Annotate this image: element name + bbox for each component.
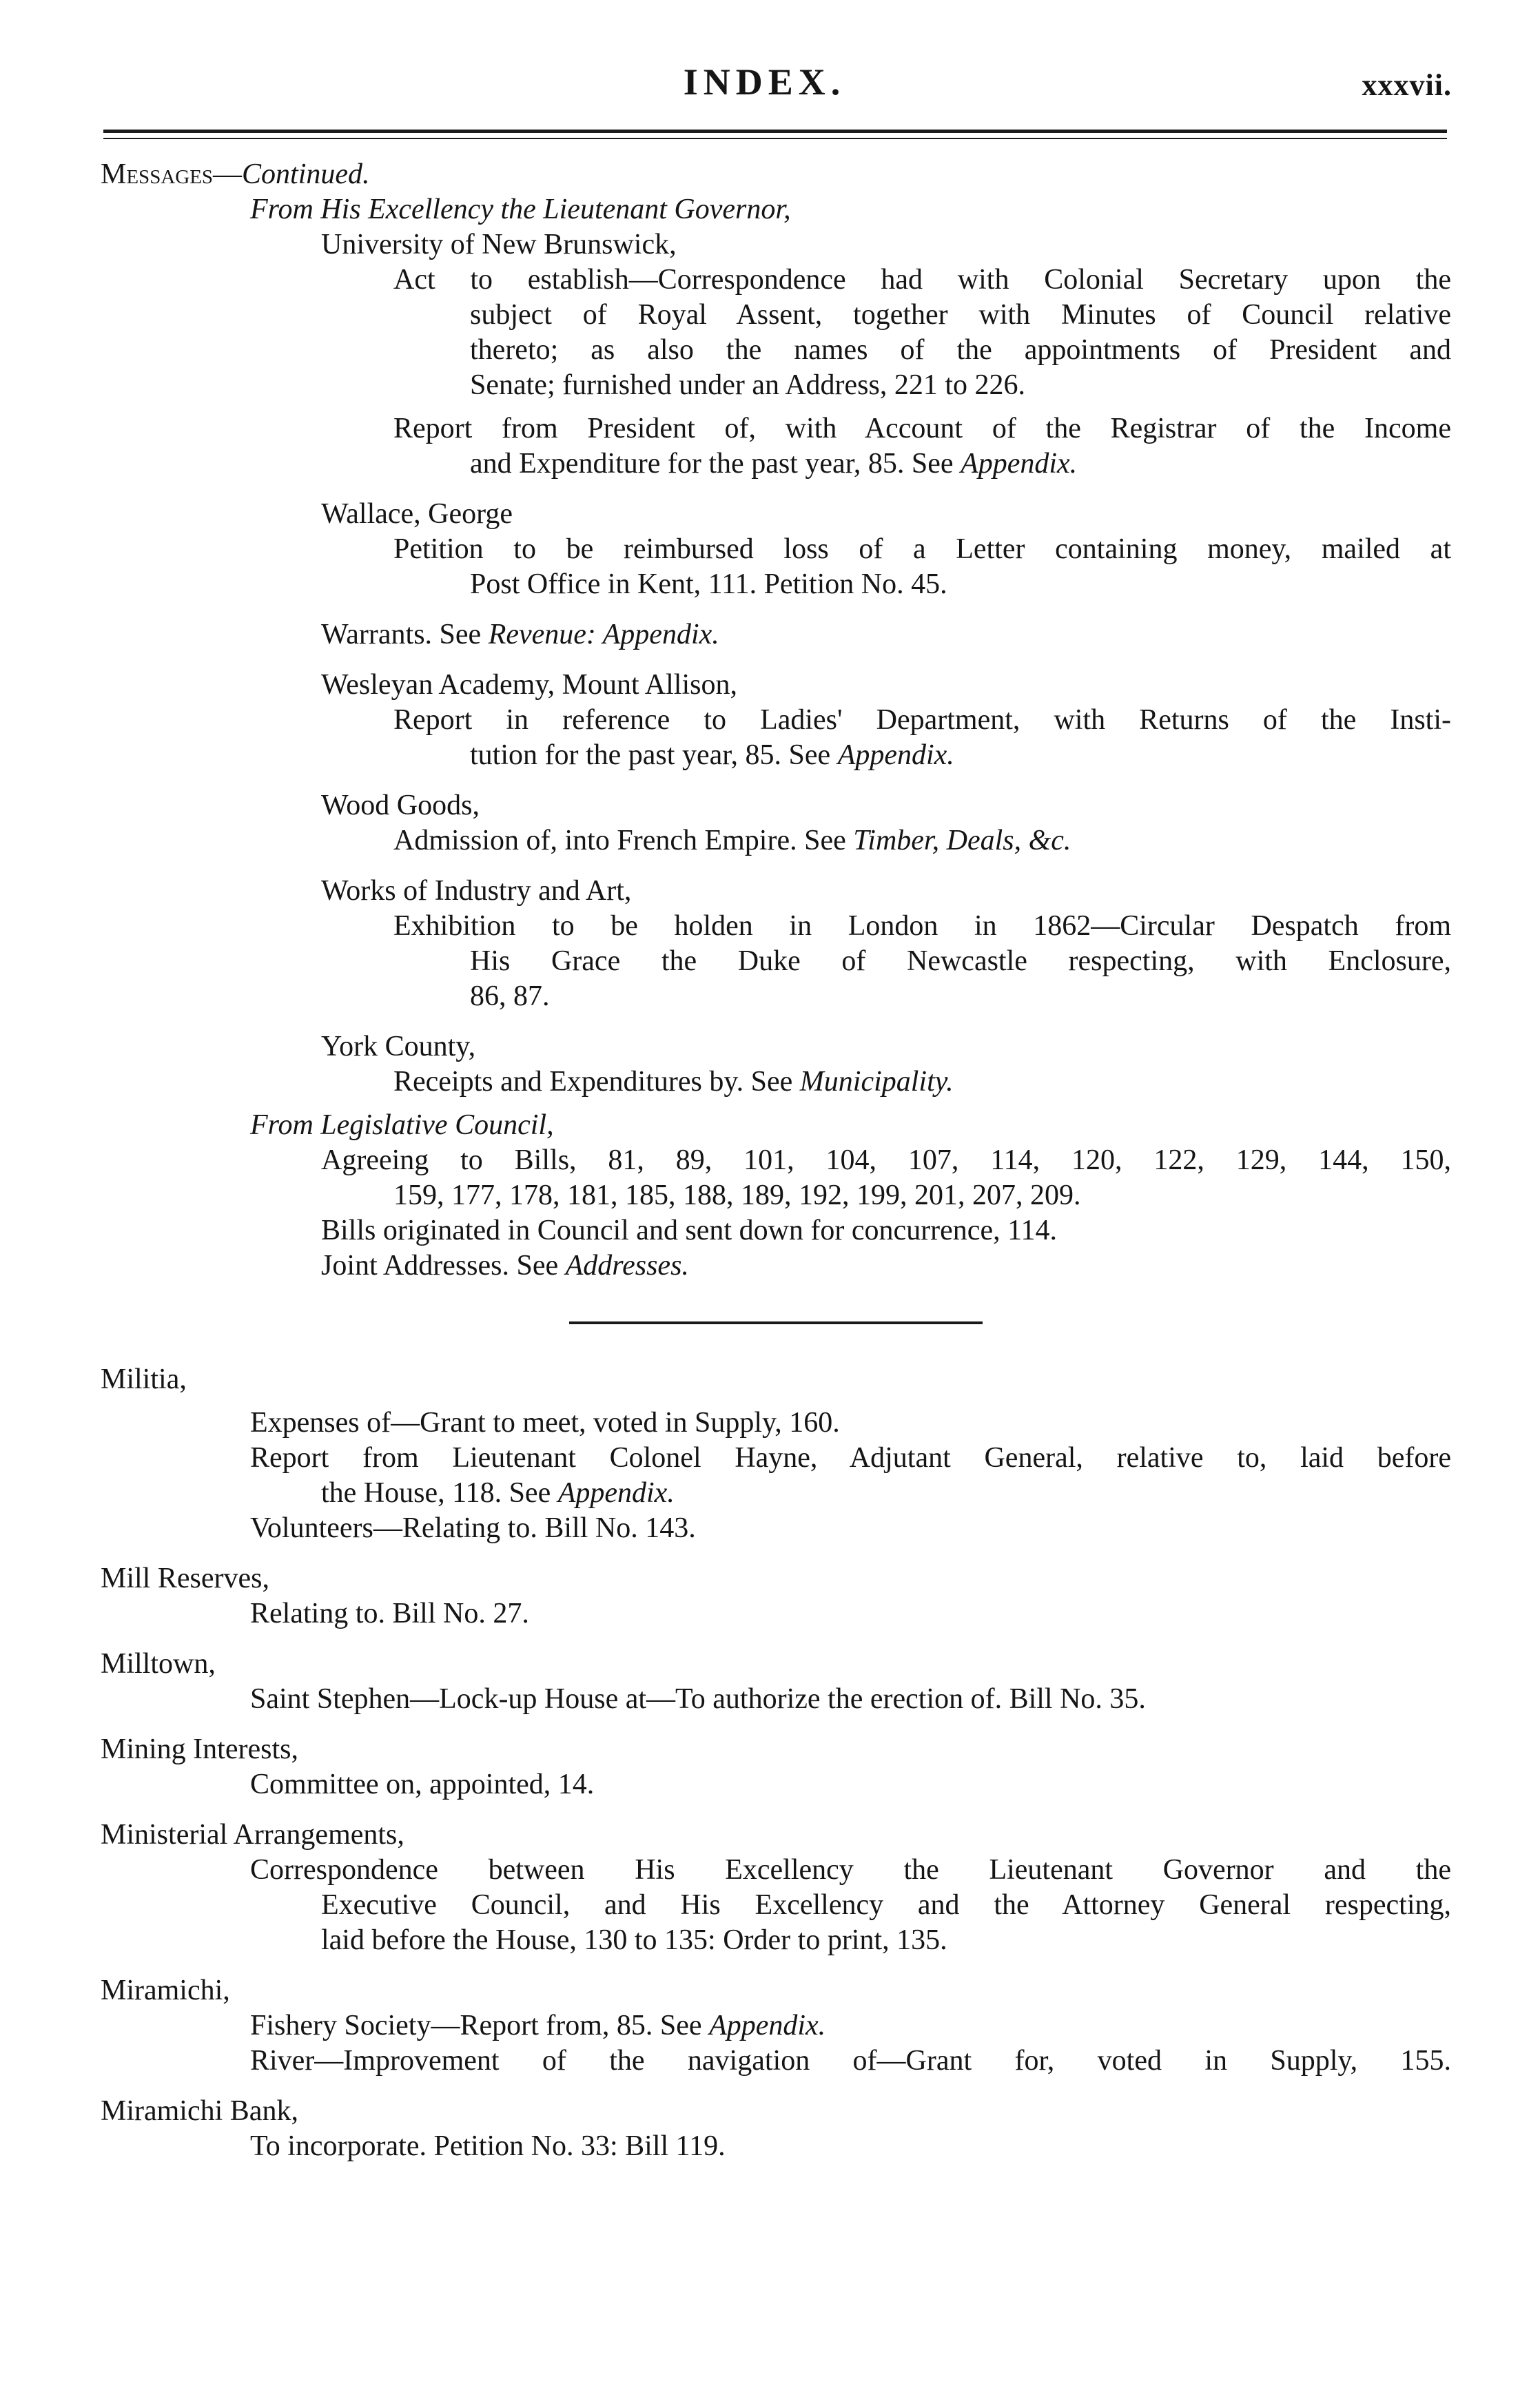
- entry-line: Correspondence between His Excellency the Lieutenant Governor and the: [250, 1854, 1451, 1886]
- entry-line: Report from Lieutenant Colonel Hayne, Adjutant General, relative to, laid before: [250, 1442, 1451, 1474]
- subheading-from-council: From Legislative Council,: [250, 1109, 554, 1141]
- entry-line: Fishery Society—Report from, 85. See Appendix.: [250, 2010, 826, 2041]
- page-title: INDEX.: [683, 61, 846, 103]
- entry-title-ministerial: Ministerial Arrangements,: [101, 1819, 404, 1851]
- entry-line: To incorporate. Petition No. 33: Bill 119.: [250, 2130, 726, 2162]
- entry-title-miramichi: Miramichi,: [101, 1975, 230, 2006]
- entry-line: His Grace the Duke of Newcastle respecting, with Enclosure,: [470, 945, 1451, 977]
- entry-line: Act to establish—Correspondence had with Colonial Secretary upon the: [393, 264, 1451, 296]
- entry-line: Agreeing to Bills, 81, 89, 101, 104, 107, 114, 120, 122, 129, 144, 150,: [321, 1144, 1451, 1176]
- subheading-from-governor: From His Excellency the Lieutenant Governor,: [250, 194, 791, 225]
- entry-line: Saint Stephen—Lock-up House at—To authorize the erection of. Bill No. 35.: [250, 1683, 1146, 1715]
- entry-title-militia: Militia,: [101, 1363, 187, 1395]
- entry-line: Exhibition to be holden in London in 1862—Circular Despatch from: [393, 910, 1451, 942]
- entry-line: Joint Addresses. See Addresses.: [321, 1250, 689, 1282]
- entry-line: the House, 118. See Appendix.: [321, 1477, 675, 1509]
- header-rule-thick: [103, 130, 1447, 133]
- entry-title-unb: University of New Brunswick,: [321, 229, 677, 260]
- entry-title-warrants: Warrants. See Revenue: Appendix.: [321, 619, 719, 650]
- entry-title-miramichi-bank: Miramichi Bank,: [101, 2095, 298, 2127]
- entry-line: Bills originated in Council and sent down for concurrence, 114.: [321, 1215, 1058, 1246]
- entry-title-mining: Mining Interests,: [101, 1733, 298, 1765]
- entry-line: Report in reference to Ladies' Department, with Returns of the Insti-: [393, 704, 1451, 736]
- entry-title-works: Works of Industry and Art,: [321, 875, 632, 907]
- entry-line: Committee on, appointed, 14.: [250, 1769, 595, 1800]
- entry-line: Senate; furnished under an Address, 221 to 226.: [470, 369, 1026, 401]
- entry-title-milltown: Milltown,: [101, 1648, 216, 1680]
- entry-line: River—Improvement of the navigation of—Grant for, voted in Supply, 155.: [250, 2045, 1451, 2077]
- running-head: [0, 61, 1529, 116]
- section-heading-messages: Messages—Continued.: [101, 158, 370, 190]
- section-divider: [569, 1321, 983, 1324]
- entry-line: Expenses of—Grant to meet, voted in Supply, 160.: [250, 1407, 840, 1439]
- entry-line: tution for the past year, 85. See Appendix.: [470, 739, 954, 771]
- entry-line: and Expenditure for the past year, 85. See Appendix.: [470, 448, 1078, 480]
- entry-title-wesleyan: Wesleyan Academy, Mount Allison,: [321, 669, 737, 701]
- entry-title-york: York County,: [321, 1031, 476, 1062]
- entry-title-wallace: Wallace, George: [321, 498, 513, 530]
- entry-line: laid before the House, 130 to 135: Order to print, 135.: [321, 1924, 947, 1956]
- entry-line: Admission of, into French Empire. See Timber, Deals, &c.: [393, 825, 1071, 856]
- entry-line: 86, 87.: [470, 980, 550, 1012]
- entry-line: subject of Royal Assent, together with Minutes of Council relative: [470, 299, 1451, 331]
- page-number: xxxvii.: [1362, 68, 1452, 102]
- index-body: [101, 157, 1451, 2164]
- entry-line: Petition to be reimbursed loss of a Letter containing money, mailed at: [393, 533, 1451, 565]
- entry-line: Post Office in Kent, 111. Petition No. 45.: [470, 568, 947, 600]
- entry-line: Receipts and Expenditures by. See Municipality.: [393, 1066, 954, 1098]
- header-rule-thin: [103, 138, 1447, 139]
- entry-line: Executive Council, and His Excellency and the Attorney General respecting,: [321, 1889, 1451, 1921]
- entry-line: 159, 177, 178, 181, 185, 188, 189, 192, 199, 201, 207, 209.: [393, 1180, 1081, 1211]
- entry-line: Volunteers—Relating to. Bill No. 143.: [250, 1512, 696, 1544]
- entry-line: thereto; as also the names of the appointments of President and: [470, 334, 1451, 366]
- entry-line: Report from President of, with Account of the Registrar of the Income: [393, 413, 1451, 444]
- entry-title-mill-reserves: Mill Reserves,: [101, 1563, 269, 1594]
- entry-line: Relating to. Bill No. 27.: [250, 1598, 529, 1629]
- entry-title-wood-goods: Wood Goods,: [321, 790, 480, 821]
